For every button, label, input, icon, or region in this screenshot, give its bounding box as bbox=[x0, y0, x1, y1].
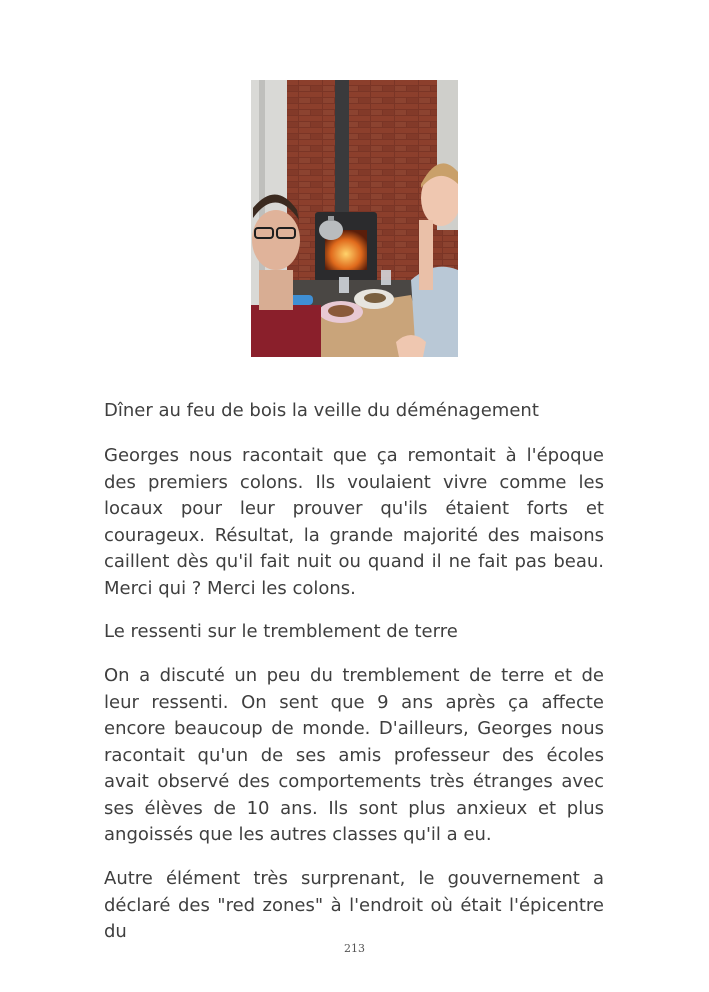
paragraph-1: Georges nous racontait que ça remontait à l'époque des premiers colons. Ils voulaient vivre comme les locaux pour leur prouver qu'ils étaient forts et courageux. Résultat, la grande majorité des maisons caillent dès qu'il fait nuit ou quand il ne fait pas beau. Merci qui ? Merci les colons. bbox=[104, 445, 604, 599]
dinner-photo bbox=[251, 80, 458, 357]
section-caption: Le ressenti sur le tremblement de terre bbox=[104, 621, 458, 642]
photo-icon bbox=[251, 80, 458, 357]
paragraph-3: Autre élément très surprenant, le gouvernement a déclaré des "red zones" à l'endroit où était l'épicentre du bbox=[104, 868, 604, 942]
page-number: 213 bbox=[344, 942, 365, 955]
paragraph-2: On a discuté un peu du tremblement de terre et de leur ressenti. On sent que 9 ans après ça affecte encore beaucoup de monde. D'ailleurs, Georges nous racontait qu'un de ses amis professeur des écoles avait observé des comportements très étranges avec ses élèves de 10 ans. Ils sont plus anxieux et plus angoissés que les autres classes qu'il a eu. bbox=[104, 665, 604, 845]
photo-caption: Dîner au feu de bois la veille du déménagement bbox=[104, 400, 539, 421]
